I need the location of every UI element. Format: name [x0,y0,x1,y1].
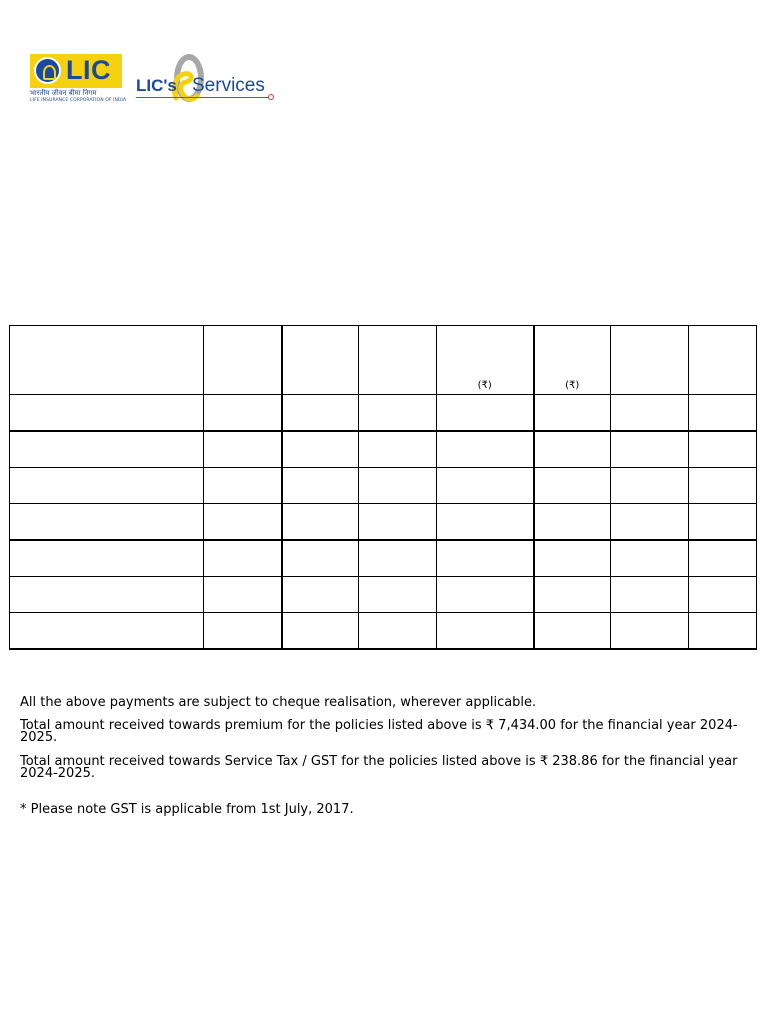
table-cell [282,468,359,504]
table-cell [689,395,757,432]
table-cell [204,395,282,432]
table-cell [534,395,611,432]
eservices-logo [136,50,278,108]
table-cell [10,577,204,613]
table-cell [611,468,689,504]
table-cell [359,395,437,432]
table-row [10,468,757,504]
table-cell [689,613,757,650]
table-cell [282,613,359,650]
table-cell [437,504,534,541]
table-cell [204,613,282,650]
table-cell [10,613,204,650]
gst-applicability-note: * Please note GST is applicable from 1st July, 2017. [20,802,354,817]
table-cell [437,468,534,504]
rupee-unit-label: (₹) [565,380,580,391]
table-cell [282,431,359,468]
table-cell [689,431,757,468]
table-cell [611,613,689,650]
table-cell [204,504,282,541]
table-cell [611,504,689,541]
premium-table [9,325,757,650]
lic-emblem-icon [34,57,61,84]
table-row [10,613,757,650]
table-cell [10,468,204,504]
table-row [10,577,757,613]
table-cell [282,504,359,541]
table-cell [359,504,437,541]
table-cell [437,577,534,613]
table-cell [359,468,437,504]
rupee-unit-label: (₹) [477,380,492,391]
table-cell [611,540,689,577]
eservices-dot-icon [268,94,274,100]
notes-section [20,697,750,816]
table-cell [437,540,534,577]
table-cell [10,540,204,577]
header-cell [282,326,359,395]
table-cell [437,613,534,650]
lic-hindi-name: भारतीय जीवन बीमा निगम [30,89,97,97]
lic-logo [30,54,127,104]
header-cell [359,326,437,395]
table-cell [689,504,757,541]
table-row [10,504,757,541]
table-cell [282,577,359,613]
table-cell [10,395,204,432]
lic-logo-text: LIC [66,55,111,85]
table-cell [359,540,437,577]
gst-total-note: Total amount received towards Service Tax / GST for the policies listed above is ₹ 238.86 for the financial year 2024-2025. [20,754,738,781]
table-row [10,431,757,468]
table-cell [282,540,359,577]
table-header-row [10,326,757,395]
table-cell [534,577,611,613]
eservices-word: Services [192,75,265,96]
table-cell [611,577,689,613]
premium-total-note: Total amount received towards premium for the policies listed above is ₹ 7,434.00 for the financial year 2024-2025. [20,718,738,745]
table-cell [359,431,437,468]
table-cell [611,431,689,468]
table-row [10,395,757,432]
table-cell [534,468,611,504]
table-cell [437,395,534,432]
table-cell [204,468,282,504]
table-cell [204,577,282,613]
table-cell [10,431,204,468]
header-cell [611,326,689,395]
table-cell [359,613,437,650]
table-cell [534,613,611,650]
table-row [10,540,757,577]
header-cell [689,326,757,395]
eservices-prefix: LIC's [136,76,177,95]
table-cell [204,540,282,577]
lic-english-name: LIFE INSURANCE CORPORATION OF INDIA [30,98,127,103]
header-cell [204,326,282,395]
table-cell [437,431,534,468]
table-cell [689,540,757,577]
table-cell [534,431,611,468]
table-cell [282,395,359,432]
table-cell [534,540,611,577]
header-cell [10,326,204,395]
table-cell [10,504,204,541]
table-cell [359,577,437,613]
table-cell [689,468,757,504]
table-cell [689,577,757,613]
header-cell [437,326,534,395]
eservices-underline [136,97,269,98]
cheque-realisation-note: All the above payments are subject to cheque realisation, wherever applicable. [20,695,537,710]
table-cell [611,395,689,432]
header-cell [534,326,611,395]
table-cell [534,504,611,541]
table-cell [204,431,282,468]
